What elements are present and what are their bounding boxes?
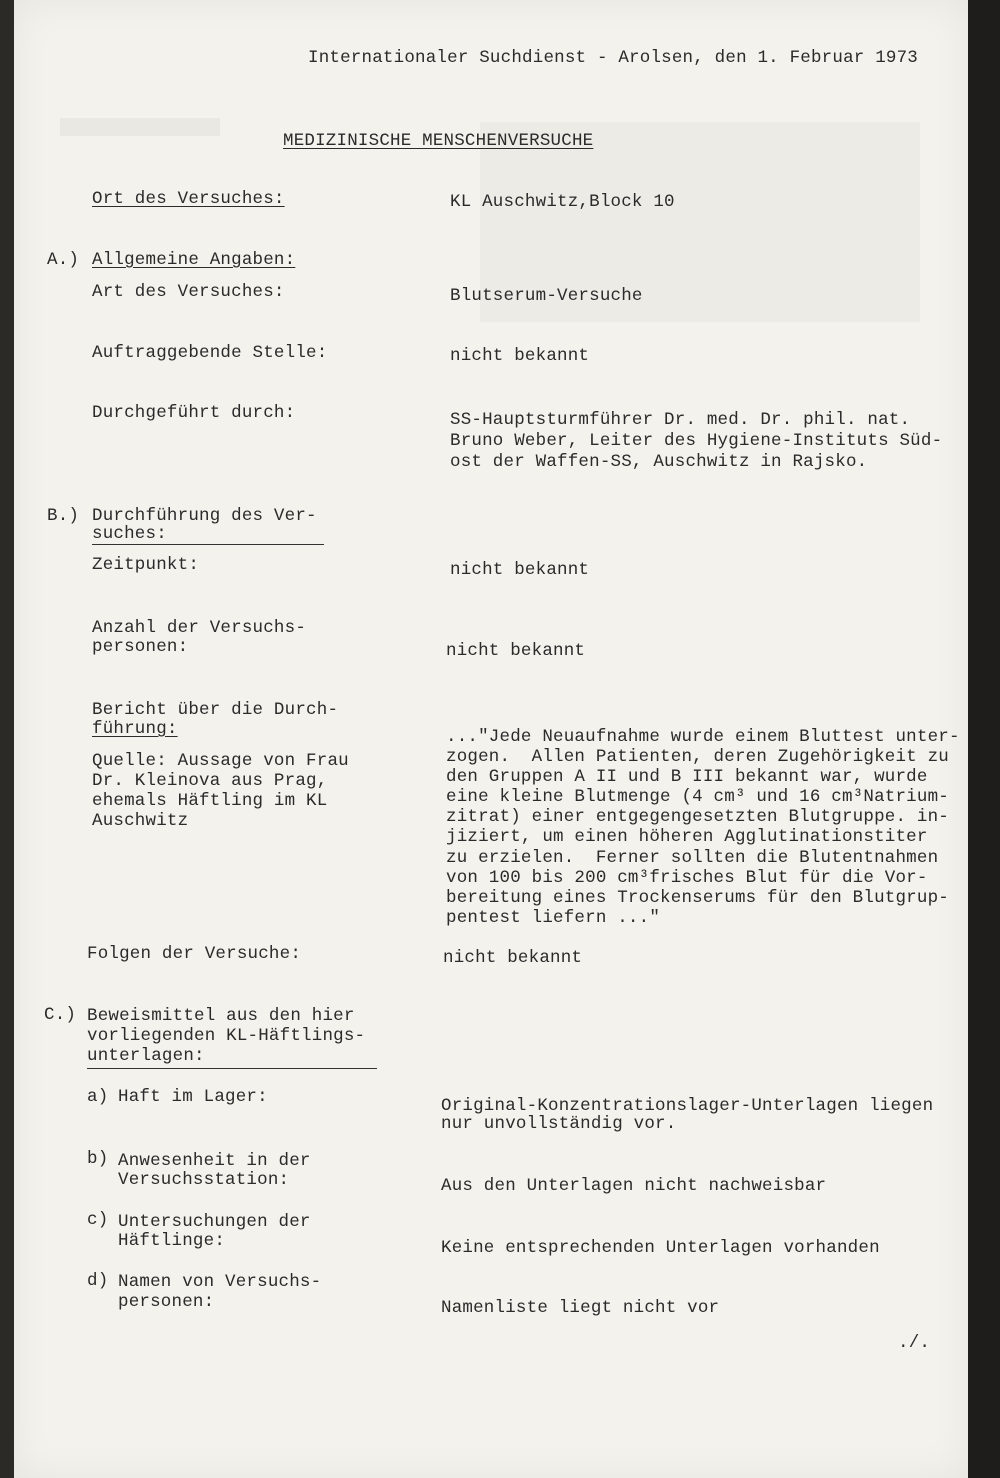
page-title: MEDIZINISCHE MENSCHENVERSUCHE xyxy=(283,131,594,151)
section-b-underline xyxy=(92,544,324,545)
c-b-value: Aus den Unterlagen nicht nachweisbar xyxy=(441,1176,827,1196)
bericht-value-line: jiziert, um einen höheren Agglutinationstiter xyxy=(446,827,928,847)
c-d-label-line: personen: xyxy=(118,1292,215,1312)
folgen-value: nicht bekannt xyxy=(443,948,583,968)
anzahl-label-line: personen: xyxy=(92,637,189,657)
section-b-heading-line: suches: xyxy=(92,524,167,544)
left-page-edge xyxy=(0,0,14,1478)
c-b-marker: b) xyxy=(87,1149,109,1169)
art-label: Art des Versuches: xyxy=(92,282,285,302)
bericht-value-line: zu erzielen. Ferner sollten die Blutentnahmen xyxy=(446,848,939,868)
section-a-marker: A.) xyxy=(47,250,80,270)
c-c-marker: c) xyxy=(87,1210,109,1230)
stelle-label: Auftraggebende Stelle: xyxy=(92,343,328,363)
durch-value-line: ost der Waffen-SS, Auschwitz in Rajsko. xyxy=(450,452,868,472)
bericht-label-line: führung: xyxy=(92,719,178,739)
section-c-marker: C.) xyxy=(44,1005,77,1025)
section-c-heading-line: vorliegenden KL-Häftlings- xyxy=(87,1026,366,1046)
stelle-value: nicht bekannt xyxy=(450,346,590,366)
anzahl-value: nicht bekannt xyxy=(446,641,586,661)
c-b-label-line: Anwesenheit in der xyxy=(118,1151,311,1171)
section-b-heading-line: Durchführung des Ver- xyxy=(92,506,317,526)
quelle-line: Quelle: Aussage von Frau xyxy=(92,751,349,771)
durch-value-line: SS-Hauptsturmführer Dr. med. Dr. phil. nat. xyxy=(450,410,911,430)
c-a-value-line: Original-Konzentrationslager-Unterlagen liegen xyxy=(441,1096,934,1116)
c-a-label: Haft im Lager: xyxy=(118,1087,268,1107)
bericht-value-line: zogen. Allen Patienten, deren Zugehörigkeit zu xyxy=(446,747,949,767)
bericht-value-line: zitrat) einer entgegengesetzten Blutgruppe. in- xyxy=(446,807,949,827)
quelle-line: ehemals Häftling im KL xyxy=(92,791,328,811)
section-a-heading: Allgemeine Angaben: xyxy=(92,250,296,270)
section-b-marker: B.) xyxy=(47,506,80,526)
folgen-label: Folgen der Versuche: xyxy=(87,944,302,964)
c-b-label-line: Versuchsstation: xyxy=(118,1170,290,1190)
bericht-value-line: ..."Jede Neuaufnahme wurde einem Bluttest unter- xyxy=(446,727,960,747)
zeitpunkt-label: Zeitpunkt: xyxy=(92,555,200,575)
c-c-label-line: Untersuchungen der xyxy=(118,1212,311,1232)
c-c-label-line: Häftlinge: xyxy=(118,1231,226,1251)
durch-label: Durchgeführt durch: xyxy=(92,403,296,423)
right-background xyxy=(968,0,1000,1478)
bericht-label-line: Bericht über die Durch- xyxy=(92,700,339,720)
c-a-marker: a) xyxy=(87,1087,109,1107)
section-c-heading-line: unterlagen: xyxy=(87,1046,205,1066)
bericht-value-line: von 100 bis 200 cm³frisches Blut für die Vor- xyxy=(446,868,928,888)
quelle-line: Dr. Kleinova aus Prag, xyxy=(92,771,328,791)
ort-value: KL Auschwitz,Block 10 xyxy=(450,192,675,212)
bericht-value-line: den Gruppen A II und B III bekannt war, wurde xyxy=(446,767,928,787)
ort-label: Ort des Versuches: xyxy=(92,189,285,209)
continuation-mark: ./. xyxy=(898,1333,931,1353)
art-value: Blutserum-Versuche xyxy=(450,286,643,306)
quelle-line: Auschwitz xyxy=(92,811,189,831)
section-c-heading-line: Beweismittel aus den hier xyxy=(87,1006,355,1026)
c-d-marker: d) xyxy=(87,1271,109,1291)
c-a-value-line: nur unvollständig vor. xyxy=(441,1114,677,1134)
c-d-value: Namenliste liegt nicht vor xyxy=(441,1298,720,1318)
c-d-label-line: Namen von Versuchs- xyxy=(118,1272,322,1292)
header-line: Internationaler Suchdienst - Arolsen, den 1. Februar 1973 xyxy=(308,48,918,68)
c-c-value: Keine entsprechenden Unterlagen vorhanden xyxy=(441,1238,880,1258)
bericht-value-line: eine kleine Blutmenge (4 cm³ und 16 cm³Natrium- xyxy=(446,787,949,807)
bleed-through-shadow xyxy=(60,118,220,136)
zeitpunkt-value: nicht bekannt xyxy=(450,560,590,580)
bericht-value-line: pentest liefern ..." xyxy=(446,908,661,928)
bericht-value-line: bereitung eines Trockenserums für den Blutgrup- xyxy=(446,888,949,908)
anzahl-label-line: Anzahl der Versuchs- xyxy=(92,618,307,638)
section-c-underline xyxy=(87,1068,377,1069)
durch-value-line: Bruno Weber, Leiter des Hygiene-Instituts Süd- xyxy=(450,431,943,451)
